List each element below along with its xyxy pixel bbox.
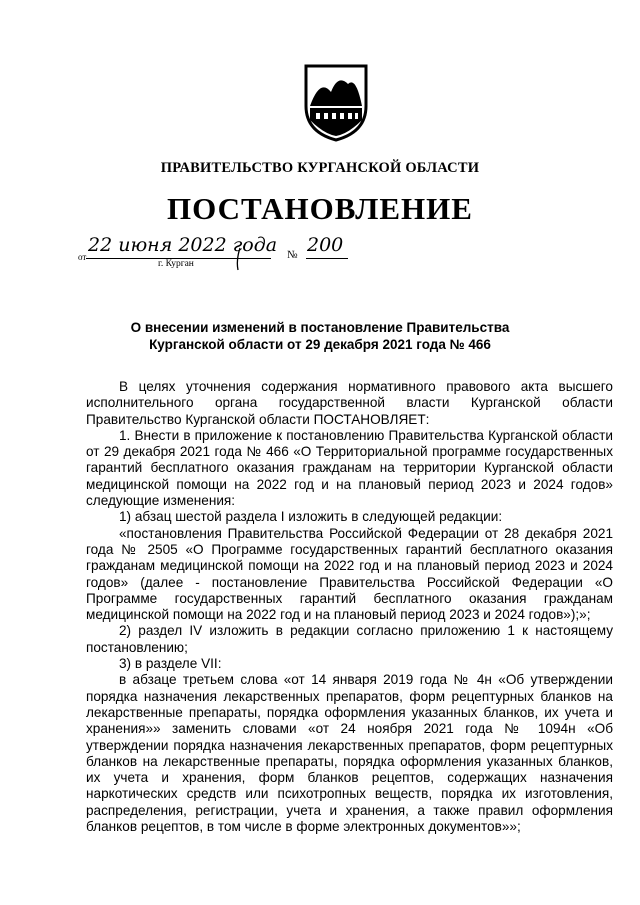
document-number: 200: [307, 234, 344, 256]
document-title-line1: О внесении изменений в постановление Правительства: [130, 320, 510, 335]
number-underline: [306, 258, 348, 259]
paragraph: в абзаце третьем слова «от 14 января 2019 года № 4н «Об утверждении порядка назначения лекарственных препаратов, форм рецептурных бланков на лекарственные препараты, порядка оформления указанных бланков, их учета и хранения»» заменить словами «от 24 ноября 2021 года № 1094н «Об утверждении порядка назначения лекарственных препаратов, форм рецептурных бланков на лекарственные препараты, порядка оформления указанных бланков, их учета и хранения, форм бланков рецептов, содержащих назначения наркотических средств или психотропных веществ, порядка их изготовления, распределения, регистрации, учета и хранения, а также правил оформления бланков рецептов, в том числе в форме электронных документов»»;: [86, 672, 613, 835]
document-type: ПОСТАНОВЛЕНИЕ: [167, 191, 473, 226]
paragraph: В целях уточнения содержания нормативного правового акта высшего исполнительного органа государственной власти Курганской области Правительство Курганской области ПОСТАНОВЛЯЕТ:: [86, 379, 613, 427]
handwritten-stroke: [232, 246, 272, 276]
document-title-line2: Курганской области от 29 декабря 2021 года № 466: [149, 337, 491, 352]
date-prefix: от: [78, 252, 87, 262]
paragraph: «постановления Правительства Российской Федерации от 28 декабря 2021 года № 2505 «О Программе государственных гарантий бесплатного оказания гражданам медицинской помощи на 2022 год и на плановый период 2023 и 2024 годов» (далее - постановление Правительства Российской Федерации «О Программе государственных гарантий бесплатного оказания гражданам медицинской помощи на 2022 год и на плановый период 2023 и 2024 годов»);»;: [86, 525, 613, 623]
document-city: г. Курган: [158, 259, 194, 269]
government-name: ПРАВИТЕЛЬСТВО КУРГАНСКОЙ ОБЛАСТИ: [160, 160, 480, 176]
paragraph: 3) в разделе VII:: [119, 656, 222, 672]
coat-of-arms-icon: [298, 62, 374, 142]
document-date: 22 июня 2022 года: [88, 234, 278, 256]
document-title: [0, 319, 640, 353]
paragraph: 1) абзац шестой раздела I изложить в следующей редакции:: [119, 509, 503, 525]
paragraph: 2) раздел IV изложить в редакции согласно приложению 1 к настоящему постановлению;: [86, 623, 613, 655]
document-body: [86, 379, 613, 835]
date-number-line: [78, 234, 378, 274]
paragraph: 1. Внести в приложение к постановлению Правительства Курганской области от 29 декабря 2021 года № 466 «О Территориальной программе государственных гарантий бесплатного оказания гражданам на территории Курганской области медицинской помощи на 2022 год и на плановый период 2023 и 2024 годов» следующие изменения:: [86, 427, 613, 509]
number-sign: №: [287, 249, 298, 261]
